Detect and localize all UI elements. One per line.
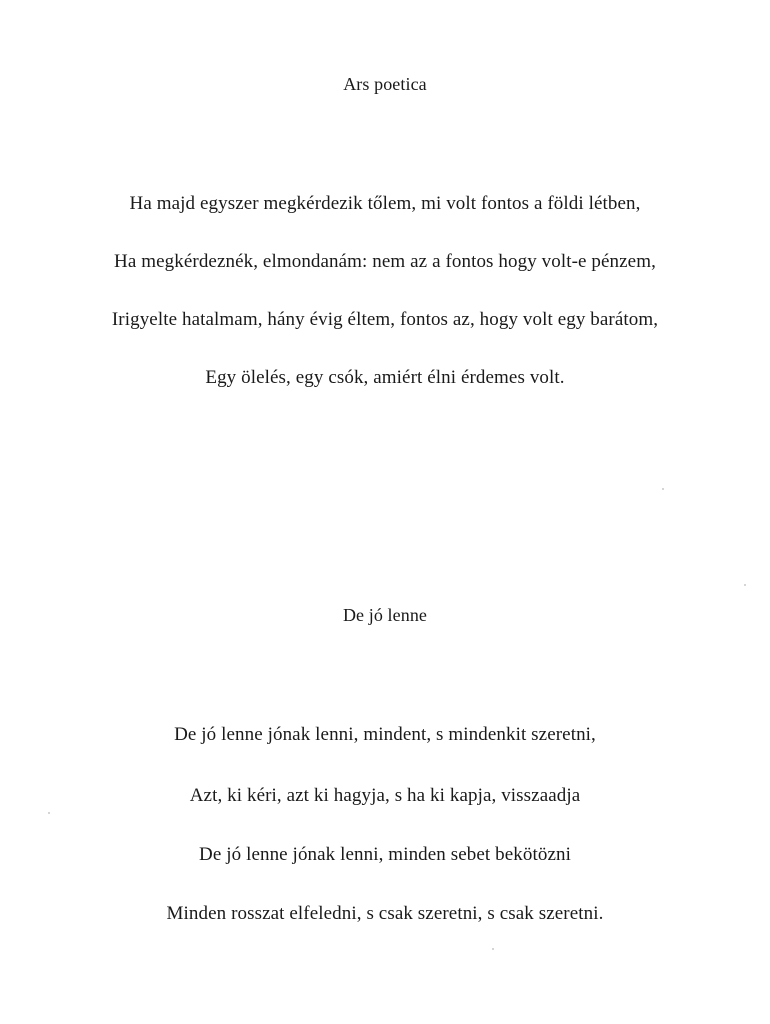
scan-speck <box>492 948 494 950</box>
poem-line: Ha megkérdeznék, elmondanám: nem az a fontos hogy volt-e pénzem, <box>114 251 656 272</box>
poem-title-de-jo-lenne: De jó lenne <box>342 605 428 625</box>
poem-line: De jó lenne jónak lenni, minden sebet bekötözni <box>199 844 571 865</box>
poem-line: Irigyelte hatalmam, hány évig éltem, fontos az, hogy volt egy barátom, <box>111 309 659 330</box>
poem-line: Ha majd egyszer megkérdezik tőlem, mi volt fontos a földi létben, <box>129 193 641 214</box>
poem-title-ars-poetica: Ars poetica <box>343 74 427 94</box>
poem-line: Azt, ki kéri, azt ki hagyja, s ha ki kapja, visszaadja <box>189 785 581 806</box>
poem-line: De jó lenne jónak lenni, mindent, s mindenkit szeretni, <box>174 724 596 745</box>
scan-speck <box>744 584 746 586</box>
poem-line: Minden rosszat elfeledni, s csak szeretni, s csak szeretni. <box>166 903 604 924</box>
scan-speck <box>662 488 664 490</box>
poem-line: Egy ölelés, egy csók, amiért élni érdemes volt. <box>205 367 565 388</box>
scan-speck <box>48 812 50 814</box>
